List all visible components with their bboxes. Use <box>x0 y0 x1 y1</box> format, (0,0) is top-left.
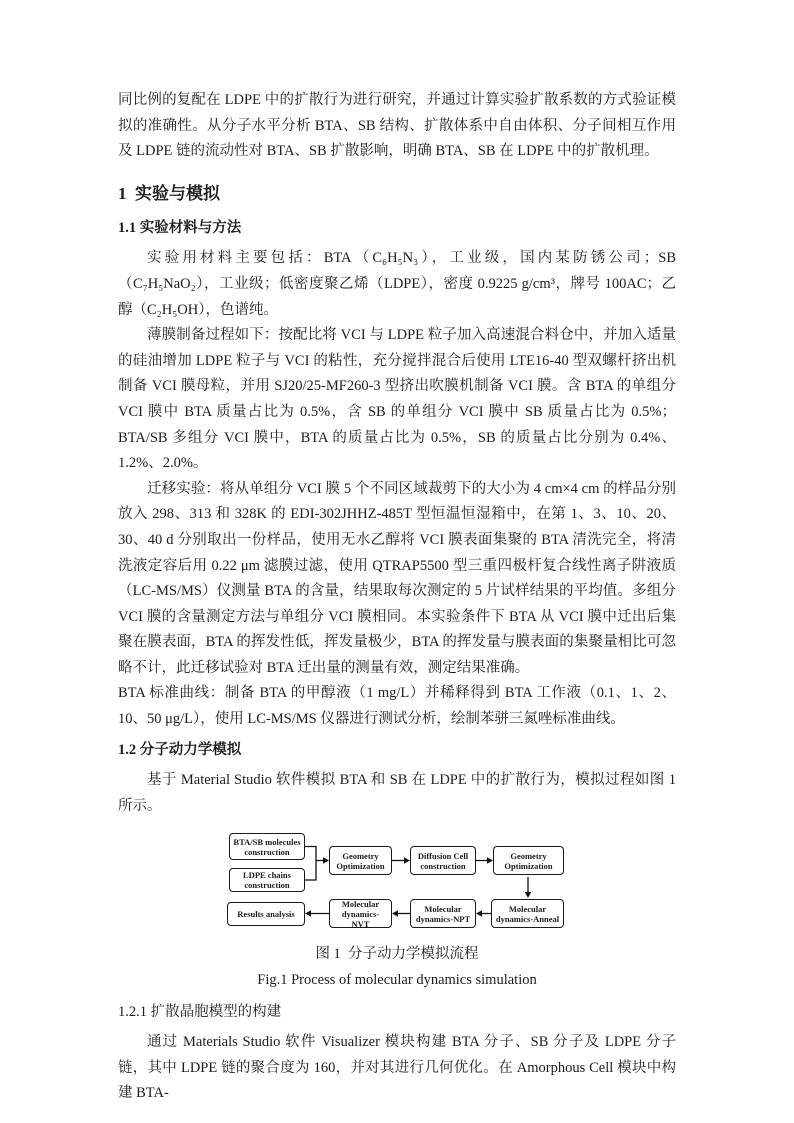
paragraph-intro: 同比例的复配在 LDPE 中的扩散行为进行研究，并通过计算实验扩散系数的方式验证模拟的准确性。从分子水平分析 BTA、SB 结构、扩散体系中自由体积、分子间相互作用及 LDPE 链的流动性对 BTA、SB 扩散影响，明确 BTA、SB 在 LDPE 中的扩散机理。 <box>118 92 676 160</box>
flowchart-box-ldpe-chains-construction: LDPE chains construction <box>229 868 305 892</box>
paragraph-film-preparation: 薄膜制备过程如下：按配比将 VCI 与 LDPE 粒子加入高速混合料仓中，并加入适量的硅油增加 LDPE 粒子与 VCI 的粘性，充分搅拌混合后使用 LTE16-40 型双螺杆挤出机制备 VCI 膜母粒，并用 SJ20/25-MF260-3 型挤出吹膜机制备 VCI 膜。含 BTA 的单组分 VCI 膜中 BTA 质量占比为 0.5%，含 SB 的单组分 VCI 膜中 SB 质量占比为 0.5%；BTA/SB 多组分 VCI 膜中，BTA 的质量占比为 0.5%，SB 的质量占比分别为 0.4%、1.2%、2.0%。 <box>118 327 676 472</box>
section-1-heading: 1 实验与模拟 <box>118 183 220 203</box>
section-1-2-heading: 1.2 分子动力学模拟 <box>118 741 242 758</box>
flowchart-box-geometry-optimization-2: Geometry Optimization <box>493 846 564 875</box>
flowchart-box-molecular-dynamics-nvt: Molecular dynamics-NVT <box>329 899 392 928</box>
figure-caption-en: Fig.1 Process of molecular dynamics simulation <box>257 972 537 989</box>
flowchart-box-results-analysis: Results analysis <box>227 902 305 926</box>
section-1-2-1-heading: 1.2.1 扩散晶胞模型的构建 <box>118 1003 282 1020</box>
paragraph-materials: 实验用材料主要包括：BTA（C₆H₅N₃），工业级，国内某防锈公司；SB（C₇H₅NaO₂），工业级；低密度聚乙烯（LDPE），密度 0.9225 g/cm³，牌号 100AC；乙醇（C₂H₅OH），色谱纯。 <box>118 250 676 318</box>
paragraph-cell-model-construction: 通过 Materials Studio 软件 Visualizer 模块构建 BTA 分子、SB 分子及 LDPE 分子链，其中 LDPE 链的聚合度为 160，并对其进行几何优化。在 Amorphous Cell 模块中构建 BTA- <box>118 1034 676 1102</box>
flowchart-box-molecular-dynamics-anneal: Molecular dynamics-Anneal <box>491 899 564 928</box>
figure-1-flowchart <box>227 831 567 933</box>
flowchart-box-molecular-dynamics-npt: Molecular dynamics-NPT <box>410 899 476 928</box>
paragraph-simulation-intro: 基于 Material Studio 软件模拟 BTA 和 SB 在 LDPE 中的扩散行为，模拟过程如图 1 所示。 <box>118 772 676 814</box>
section-1-1-heading: 1.1 实验材料与方法 <box>118 219 242 236</box>
paragraph-migration-experiment: 迁移实验：将从单组分 VCI 膜 5 个不同区域裁剪下的大小为 4 cm×4 cm 的样品分别放入 298、313 和 328K 的 EDI-302JHHZ-485T 型恒温恒湿箱中，在第 1、3、10、20、30、40 d 分别取出一份样品，使用无水乙醇将 VCI 膜表面集聚的 BTA 清洗完全，将清洗液定容后用 0.22 μm 滤膜过滤，使用 QTRAP5500 型三重四极杆复合线性离子阱液质（LC-MS/MS）仪测量 BTA 的含量，结果取每次测定的 5 片试样结果的平均值。多组分 VCI 膜的含量测定方法与单组分 VCI 膜相同。本实验条件下 BTA 从 VCI 膜中迁出后集聚在膜表面，BTA 的挥发性低，挥发量极少，BTA 的挥发量与膜表面的集聚量相比可忽略不计，此迁移试验对 BTA 迁出量的测量有效，测定结果准确。 <box>118 480 676 676</box>
flowchart-box-btasb-molecules-construction: BTA/SB molecules construction <box>229 833 305 860</box>
figure-caption-zh: 图 1 分子动力学模拟流程 <box>315 946 479 963</box>
flowchart-box-geometry-optimization-1: Geometry Optimization <box>329 846 392 875</box>
flowchart-box-diffusion-cell-construction: Diffusion Cell construction <box>410 846 476 875</box>
paragraph-standard-curve: BTA 标准曲线：制备 BTA 的甲醇液（1 mg/L）并稀释得到 BTA 工作液（0.1、1、2、10、50 μg/L），使用 LC-MS/MS 仪器进行测试分析，绘制苯骈三氮唑标准曲线。 <box>118 685 676 728</box>
